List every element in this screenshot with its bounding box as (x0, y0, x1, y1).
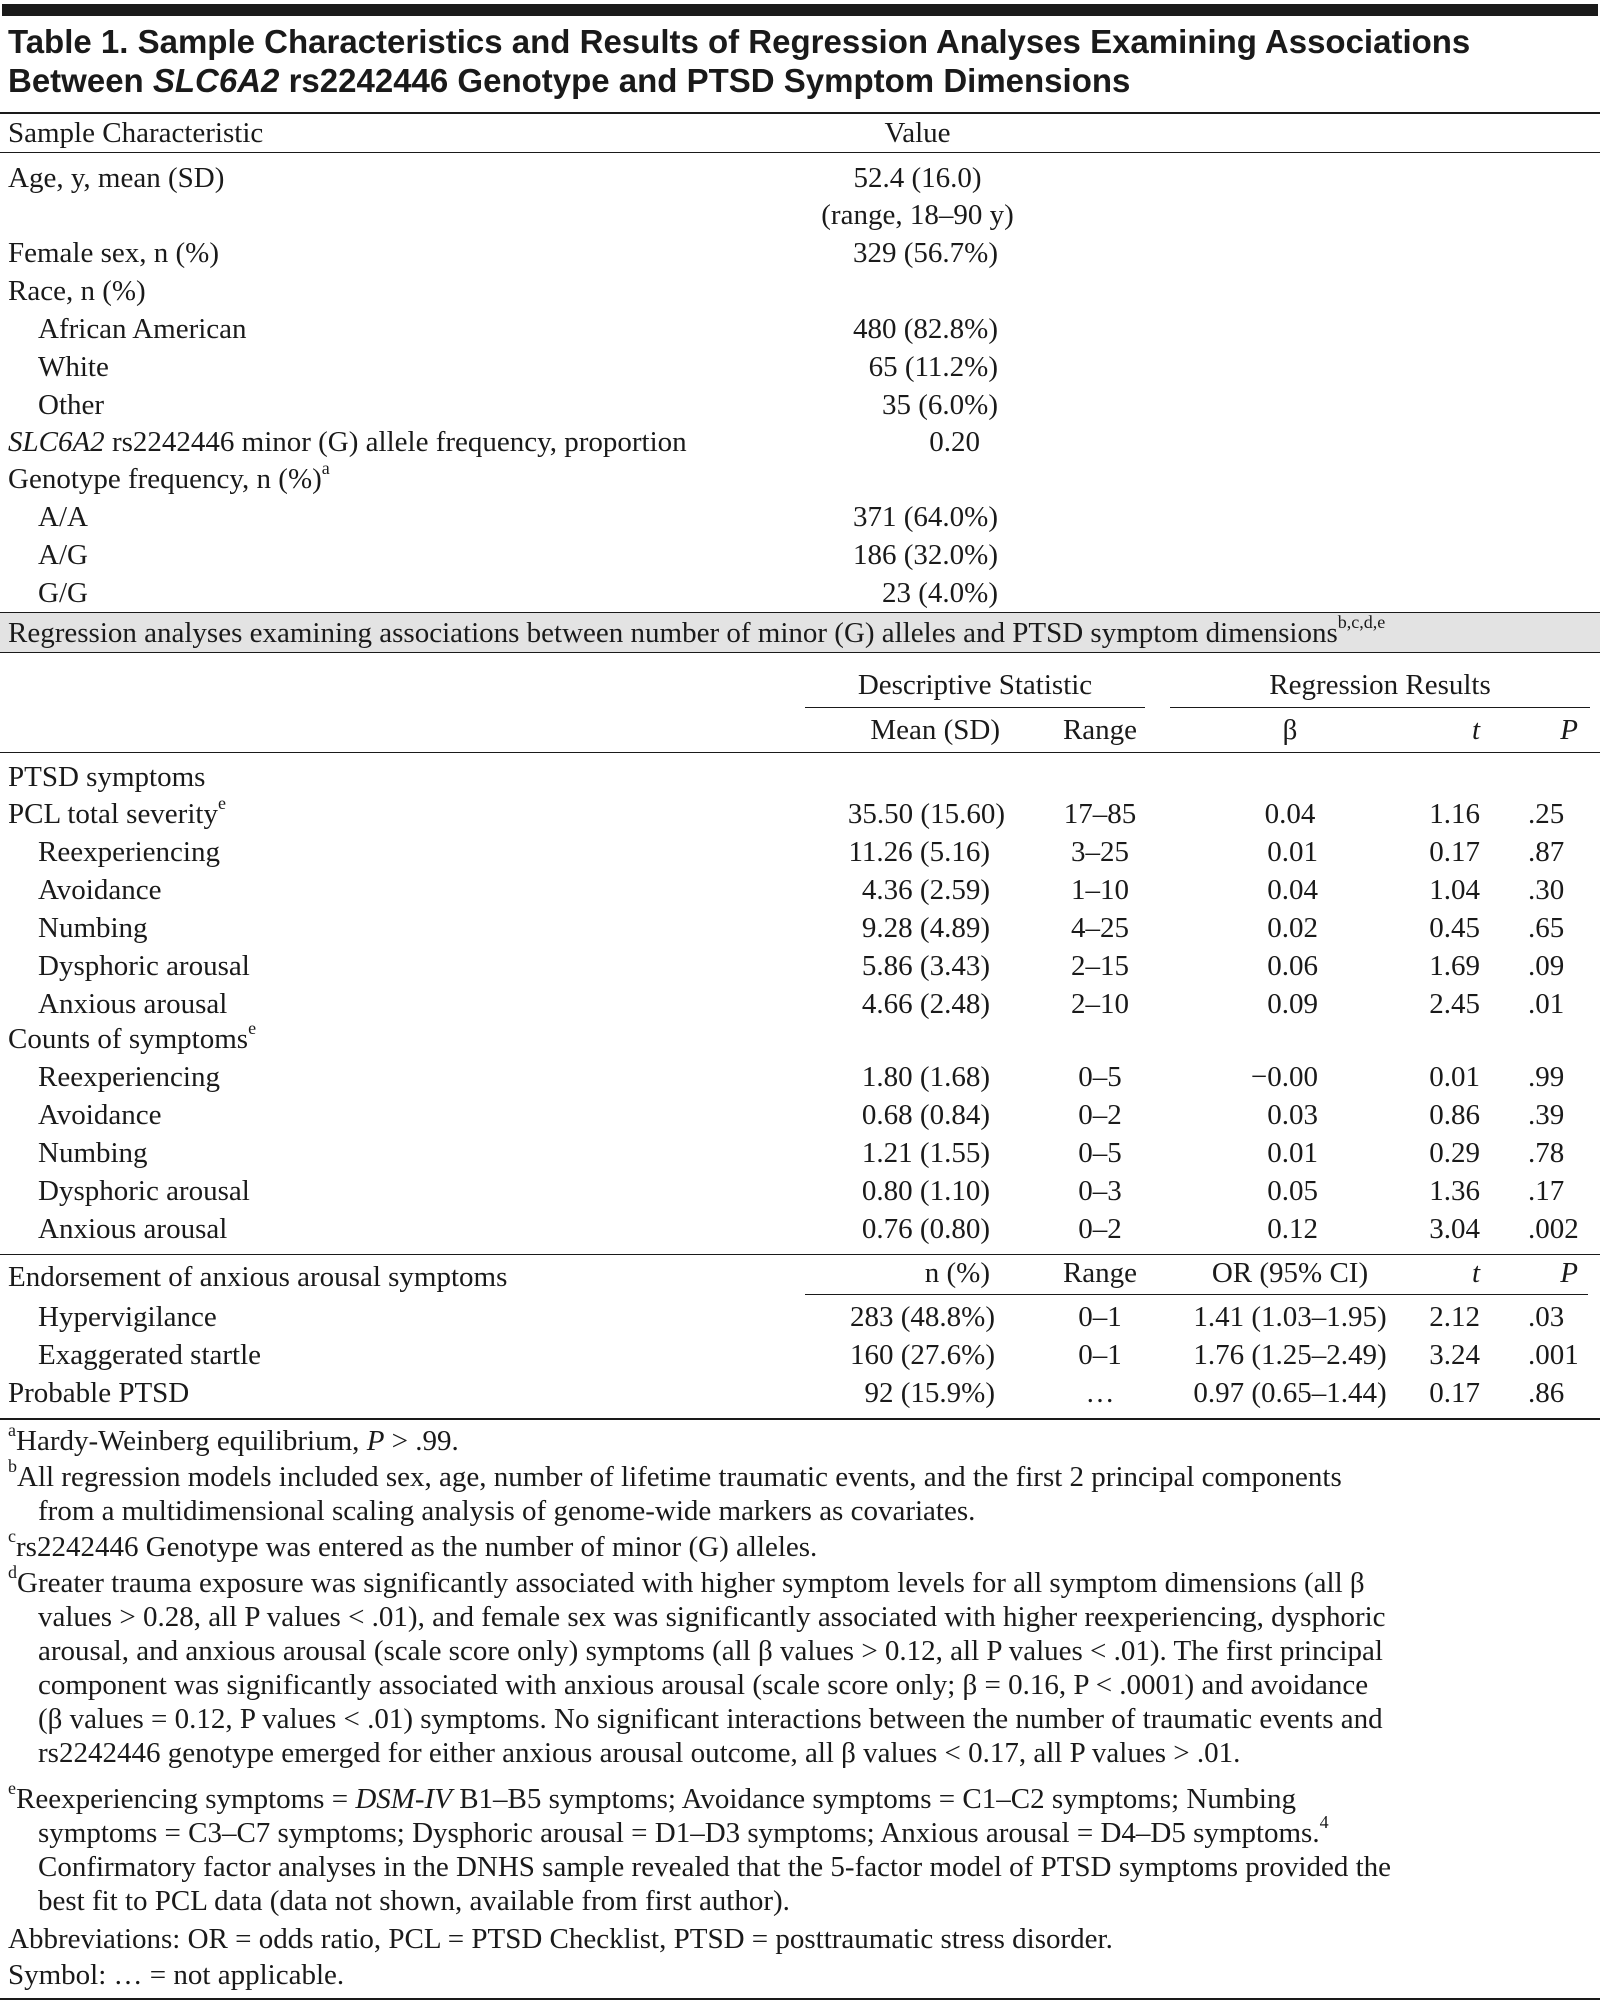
col-t (1400, 713, 1480, 747)
row-p: .30 (1528, 874, 1565, 906)
probable-label: Probable PTSD (8, 1377, 190, 1409)
divider (0, 1254, 1600, 1255)
pcl-range: 17–85 (1063, 798, 1137, 830)
row-label: Avoidance (38, 874, 162, 906)
title-line-2 (8, 61, 1588, 100)
fn-mark: e (8, 1778, 16, 1799)
row-range: 2–15 (1071, 950, 1129, 982)
fn-italic: P (366, 1425, 385, 1457)
row-label: Reexperiencing (38, 1061, 220, 1093)
title-gene: SLC6A2 (152, 62, 280, 99)
endorse-t-text: t (1471, 1257, 1480, 1289)
counts-label (8, 1018, 257, 1056)
title-text: rs2242446 Genotype and PTSD Symptom Dimensions (279, 62, 1131, 99)
age-range: (range, 18–90 y) (821, 199, 1014, 231)
endorse-row-or: 1.41 (1.03–1.95) (1193, 1301, 1387, 1333)
row-p: .99 (1528, 1061, 1565, 1093)
genotype-row-value: 23 (4.0%) (882, 577, 998, 609)
allele-label (8, 425, 687, 459)
ptsd-symptoms-label: PTSD symptoms (8, 761, 206, 793)
row-label: Anxious arousal (38, 1213, 228, 1245)
endorse-row-range: 0–1 (1078, 1339, 1122, 1371)
row-t: 1.69 (1429, 950, 1480, 982)
endorse-row-p: .001 (1528, 1339, 1579, 1371)
row-p: .17 (1528, 1175, 1565, 1207)
group-descriptive: Descriptive Statistic (857, 669, 1093, 701)
fn-text: rs2242446 genotype emerged for either anxious arousal outcome, all β values < 0.17, all P values > .01. (38, 1737, 1241, 1769)
fn-text: symptoms = C3–C7 symptoms; Dysphoric arousal = D1–D3 symptoms; Anxious arousal = D4–D5 symptoms. (38, 1817, 1320, 1849)
group-underline (805, 707, 1145, 708)
row-beta: 0.02 (1267, 912, 1318, 944)
female-value: 329 (56.7%) (853, 237, 998, 269)
footnote-ref-e: e (248, 1018, 257, 1039)
footnote-d (8, 1562, 1593, 1770)
row-mean: 1.80 (1.68) (861, 1061, 990, 1093)
ref-mark: 4 (1319, 1812, 1329, 1833)
row-range: 4–25 (1071, 912, 1129, 944)
band-text: Regression analyses examining associations between number of minor (G) alleles and PTSD symptom dimensions (8, 617, 1338, 649)
row-range: 1–10 (1071, 874, 1129, 906)
endorse-row-or: 1.76 (1.25–2.49) (1193, 1339, 1387, 1371)
pcl-label (8, 793, 226, 831)
genotype-row-value: 186 (32.0%) (853, 539, 998, 571)
row-t: 0.29 (1429, 1137, 1480, 1169)
genotype-row-label: G/G (38, 577, 88, 609)
fn-text: Hardy-Weinberg equilibrium, (16, 1425, 367, 1457)
row-t: 3.04 (1429, 1213, 1480, 1245)
footnote-refs: b,c,d,e (1337, 612, 1386, 633)
endorse-underline (805, 1294, 1588, 1295)
row-label: Dysphoric arousal (38, 1175, 250, 1207)
endorse-col-range: Range (1062, 1257, 1138, 1289)
row-range: 2–10 (1071, 988, 1129, 1020)
row-beta: 0.03 (1267, 1099, 1318, 1131)
race-row-value: 65 (11.2%) (868, 351, 998, 383)
row-p: .65 (1528, 912, 1565, 944)
endorse-col-or: OR (95% CI) (1211, 1257, 1369, 1289)
group-underline (1170, 707, 1590, 708)
endorse-row-t: 3.24 (1429, 1339, 1480, 1371)
endorse-row-range: 0–1 (1078, 1301, 1122, 1333)
row-range: 0–5 (1078, 1061, 1122, 1093)
title-line-1: Table 1. Sample Characteristics and Results of Regression Analyses Examining Associations (8, 23, 1471, 60)
col-range: Range (1062, 714, 1138, 746)
row-beta: 0.01 (1267, 1137, 1318, 1169)
row-t: 0.86 (1429, 1099, 1480, 1131)
fn-mark: d (8, 1562, 17, 1583)
regression-band-text (8, 612, 1386, 650)
row-t: 1.04 (1429, 874, 1480, 906)
footnote-e (8, 1778, 1593, 1918)
fn-text: > .99. (384, 1425, 459, 1457)
col-mean: Mean (SD) (870, 714, 1000, 746)
top-rule (2, 4, 1598, 16)
race-row-label: African American (38, 313, 247, 345)
race-row-value: 480 (82.8%) (853, 313, 998, 345)
endorse-col-t (1400, 1256, 1480, 1290)
row-label: Reexperiencing (38, 836, 220, 868)
race-row-label: Other (38, 389, 105, 421)
bottom-rule (0, 1998, 1600, 2000)
col-beta: β (1282, 714, 1298, 746)
pcl-text: PCL total severity (8, 798, 218, 830)
endorse-row-t: 2.12 (1429, 1301, 1480, 1333)
row-beta: 0.01 (1267, 836, 1318, 868)
probable-n: 92 (15.9%) (864, 1377, 995, 1409)
table-title (8, 22, 1588, 100)
fn-text: component was significantly associated with anxious arousal (scale score only; β = 0.16, P < .0001) and avoidance (38, 1669, 1369, 1701)
row-range: 0–3 (1078, 1175, 1122, 1207)
fn-text: B1–B5 symptoms; Avoidance symptoms = C1–C2 symptoms; Numbing (451, 1783, 1296, 1815)
allele-text: rs2242446 minor (G) allele frequency, proportion (104, 426, 687, 458)
probable-range: … (1085, 1377, 1115, 1409)
probable-t: 0.17 (1429, 1377, 1480, 1409)
group-regression: Regression Results (1269, 669, 1491, 701)
row-mean: 0.68 (0.84) (861, 1099, 990, 1131)
fn-text: Reexperiencing symptoms = (16, 1783, 356, 1815)
age-label: Age, y, mean (SD) (8, 162, 225, 194)
row-beta: 0.04 (1267, 874, 1318, 906)
probable-or: 0.97 (0.65–1.44) (1193, 1377, 1387, 1409)
row-range: 0–2 (1078, 1099, 1122, 1131)
fn-text: rs2242446 Genotype was entered as the number of minor (G) alleles. (16, 1531, 818, 1563)
genotype-text: Genotype frequency, n (%) (8, 463, 322, 495)
probable-p: .86 (1528, 1377, 1565, 1409)
fn-text: Greater trauma exposure was significantly associated with higher symptom levels for all symptom dimensions (all β (17, 1567, 1365, 1599)
row-mean: 5.86 (3.43) (861, 950, 990, 982)
row-label: Dysphoric arousal (38, 950, 250, 982)
row-label: Avoidance (38, 1099, 162, 1131)
row-p: .01 (1528, 988, 1565, 1020)
counts-text: Counts of symptoms (8, 1023, 249, 1055)
endorse-col-n: n (%) (924, 1257, 990, 1289)
age-value: 52.4 (16.0) (853, 162, 982, 194)
fn-text: best fit to PCL data (data not shown, available from first author). (38, 1885, 790, 1917)
pcl-t: 1.16 (1429, 798, 1480, 830)
row-beta: 0.09 (1267, 988, 1318, 1020)
allele-value: 0.20 (929, 426, 980, 458)
row-label: Anxious arousal (38, 988, 228, 1020)
row-mean: 0.76 (0.80) (861, 1213, 990, 1245)
footnote-b (8, 1456, 1593, 1528)
header-sample-characteristic: Sample Characteristic (8, 117, 264, 149)
pcl-beta: 0.04 (1264, 798, 1316, 830)
endorse-label: Endorsement of anxious arousal symptoms (8, 1261, 508, 1293)
divider (0, 152, 1600, 153)
race-row-value: 35 (6.0%) (882, 389, 998, 421)
col-t-text: t (1471, 714, 1480, 746)
genotype-row-label: A/G (38, 539, 88, 571)
fn-text: (β values = 0.12, P values < .01) symptoms. No significant interactions between the number of traumatic events and (38, 1703, 1383, 1735)
genotype-label (8, 458, 330, 496)
row-p: .002 (1528, 1213, 1579, 1245)
row-beta: 0.05 (1267, 1175, 1318, 1207)
row-t: 0.45 (1429, 912, 1480, 944)
fn-text: arousal, and anxious arousal (scale score only) symptoms (all β values > 0.12, all P values < .01). The first principal (38, 1635, 1383, 1667)
row-range: 0–2 (1078, 1213, 1122, 1245)
title-text: Between (8, 62, 153, 99)
row-p: .78 (1528, 1137, 1565, 1169)
footnote-ref-e: e (217, 793, 226, 814)
race-label: Race, n (%) (8, 275, 146, 307)
pcl-mean: 35.50 (15.60) (847, 798, 1005, 830)
row-beta: 0.06 (1267, 950, 1318, 982)
fn-mark: b (8, 1456, 17, 1477)
row-mean: 1.21 (1.55) (861, 1137, 990, 1169)
endorse-p-text: P (1560, 1257, 1578, 1289)
footnote-a (8, 1420, 1593, 1458)
row-p: .09 (1528, 950, 1565, 982)
row-label: Numbing (38, 912, 148, 944)
divider (0, 1418, 1600, 1420)
col-p (1500, 713, 1578, 747)
row-label: Numbing (38, 1137, 148, 1169)
divider (0, 652, 1600, 653)
fn-text: from a multidimensional scaling analysis of genome-wide markers as covariates. (38, 1495, 976, 1527)
row-t: 0.01 (1429, 1061, 1480, 1093)
endorse-row-label: Exaggerated startle (38, 1339, 262, 1371)
row-beta: 0.12 (1267, 1213, 1318, 1245)
footnote-c (8, 1526, 1593, 1564)
race-row-label: White (38, 351, 109, 383)
divider (0, 752, 1600, 753)
endorse-row-n: 160 (27.6%) (850, 1339, 995, 1371)
fn-text: All regression models included sex, age, number of lifetime traumatic events, and the first 2 principal components (17, 1461, 1342, 1493)
allele-gene: SLC6A2 (8, 426, 105, 458)
row-mean: 4.36 (2.59) (861, 874, 990, 906)
row-t: 1.36 (1429, 1175, 1480, 1207)
row-mean: 0.80 (1.10) (861, 1175, 990, 1207)
abbreviations: Abbreviations: OR = odds ratio, PCL = PTSD Checklist, PTSD = posttraumatic stress disorder. (8, 1923, 1113, 1955)
fn-italic: DSM-IV (355, 1783, 452, 1815)
pcl-p: .25 (1528, 798, 1565, 830)
fn-mark: c (8, 1526, 16, 1547)
female-label: Female sex, n (%) (8, 237, 219, 269)
row-t: 0.17 (1429, 836, 1480, 868)
symbol-note: Symbol: … = not applicable. (8, 1959, 345, 1991)
fn-text: values > 0.28, all P values < .01), and female sex was significantly associated with higher reexperiencing, dysphoric (38, 1601, 1386, 1633)
genotype-row-value: 371 (64.0%) (853, 501, 998, 533)
row-mean: 4.66 (2.48) (861, 988, 990, 1020)
endorse-row-p: .03 (1528, 1301, 1565, 1333)
fn-mark: a (8, 1420, 16, 1441)
header-value: Value (884, 117, 951, 149)
endorse-row-label: Hypervigilance (38, 1301, 217, 1333)
footnote-ref-a: a (321, 458, 330, 479)
row-p: .39 (1528, 1099, 1565, 1131)
endorse-row-n: 283 (48.8%) (850, 1301, 995, 1333)
row-range: 3–25 (1071, 836, 1129, 868)
divider (0, 112, 1600, 114)
fn-text: Confirmatory factor analyses in the DNHS sample revealed that the 5-factor model of PTSD symptoms provided the (38, 1851, 1392, 1883)
row-mean: 11.26 (5.16) (848, 836, 990, 868)
endorse-col-p (1500, 1256, 1578, 1290)
genotype-row-label: A/A (38, 501, 88, 533)
row-range: 0–5 (1078, 1137, 1122, 1169)
col-p-text: P (1560, 714, 1578, 746)
row-mean: 9.28 (4.89) (861, 912, 990, 944)
row-beta: −0.00 (1250, 1061, 1318, 1093)
row-t: 2.45 (1429, 988, 1480, 1020)
row-p: .87 (1528, 836, 1565, 868)
